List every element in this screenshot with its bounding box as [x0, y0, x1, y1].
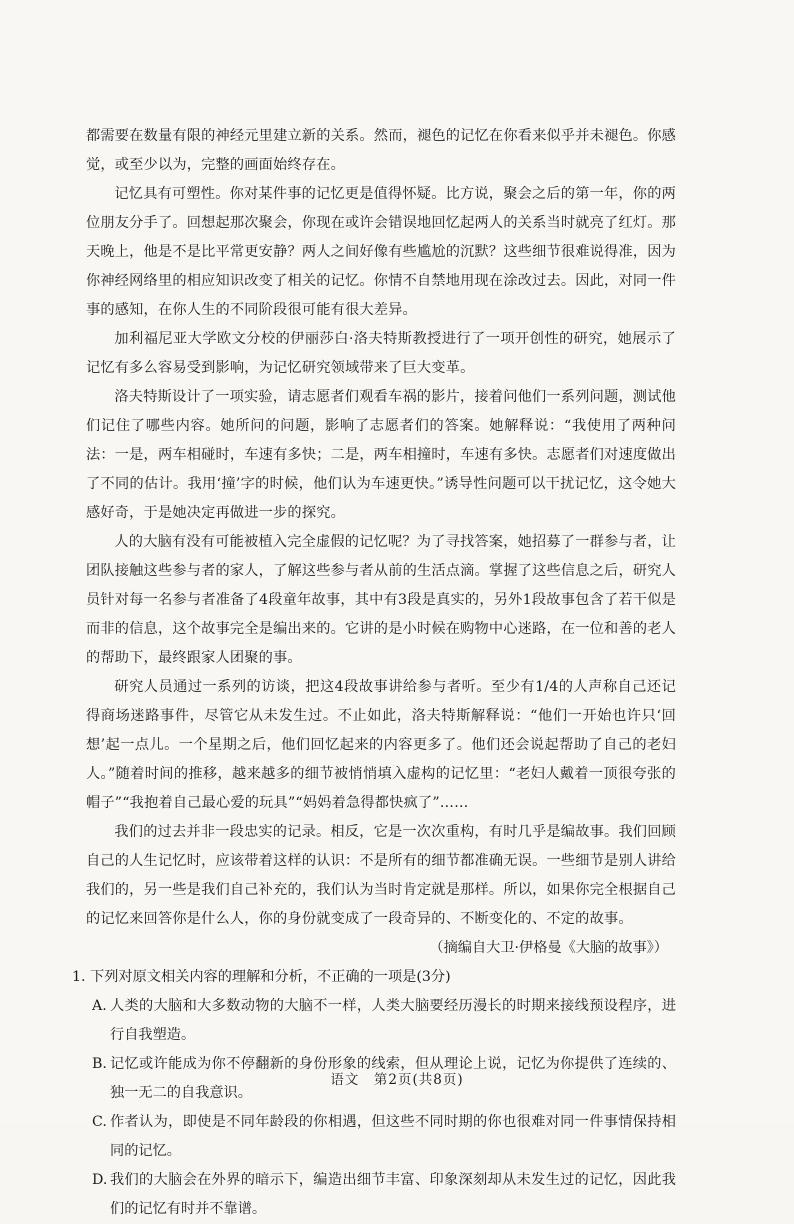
paragraph: 加利福尼亚大学欧文分校的伊丽莎白·洛夫特斯教授进行了一项开创性的研究，她展示了记忆有多么容易受到影响，为记忆研究领域带来了巨大变革。: [86, 331, 676, 376]
paragraph-continued: 都需要在数量有限的神经元里建立新的关系。然而，褪色的记忆在你看来似乎并未褪色。你感觉，或至少以为，完整的画面始终存在。: [86, 128, 676, 173]
source-citation: （摘编自大卫·伊格曼《大脑的故事》）: [429, 940, 668, 956]
paragraph: 洛夫特斯设计了一项实验，请志愿者们观看车祸的影片，接着问他们一系列问题，测试他们记住了哪些内容。她所问的问题，影响了志愿者们的答案。她解释说：“我使用了两种问法：一是，两车相碰时，车速有多快；二是，两车相撞时，车速有多快。志愿者们对速度做出了不同的估计。我用‘撞’字的时候，他们认为车速更快。”诱导性问题可以干扰记忆，这令她大感好奇，于是她决定再做进一步的探究。: [86, 389, 676, 521]
page-footer: 语文 第2页(共8页): [330, 1072, 464, 1088]
paragraph: 人的大脑有没有可能被植入完全虚假的记忆呢？为了寻找答案，她招募了一群参与者，让团队接触这些参与者的家人，了解这些参与者从前的生活点滴。掌握了这些信息之后，研究人员针对每一名参与者准备了4段童年故事，其中有3段是真实的，另外1段故事包含了若干似是而非的信息，这个故事完全是编出来的。它讲的是小时候在购物中心迷路，在一位和善的老人的帮助下，最终跟家人团聚的事。: [86, 534, 676, 666]
option-text: 记忆或许能成为你不停翻新的身份形象的线索，但从理论上说，记忆为你提供了连续的、独一无二的自我意识。: [110, 1056, 676, 1101]
option-a: [92, 992, 676, 1050]
option-letter: A.: [92, 998, 107, 1014]
paragraph: 记忆具有可塑性。你对某件事的记忆更是值得怀疑。比方说，聚会之后的第一年，你的两位朋友分手了。回想起那次聚会，你现在或许会错误地回忆起两人的关系当时就亮了红灯。那天晚上，他是不是比平常更安静？两人之间好像有些尴尬的沉默？这些细节很难说得准，因为你神经网络里的相应知识改变了相关的记忆。你情不自禁地用现在涂改过去。因此，对同一件事的感知，在你人生的不同阶段很可能有很大差异。: [86, 186, 676, 318]
option-letter: D.: [92, 1172, 108, 1188]
paragraph: 研究人员通过一系列的访谈，把这4段故事讲给参与者听。至少有1/4的人声称自己还记得商场迷路事件，尽管它从未发生过。不止如此，洛夫特斯解释说：“他们一开始也许只‘回想’起一点儿。一个星期之后，他们回忆起来的内容更多了。他们还会说起帮助了自己的老妇人。”随着时间的推移，越来越多的细节被悄悄填入虚构的记忆里：“老妇人戴着一顶很夸张的帽子”“我抱着自己最心爱的玩具”“妈妈着急得都快疯了”……: [86, 679, 676, 811]
question-stem: 1. 下列对原文相关内容的理解和分析，不正确的一项是(3分): [72, 969, 451, 985]
option-letter: B.: [92, 1056, 107, 1072]
option-text: 我们的大脑会在外界的暗示下，编造出细节丰富、印象深刻却从未发生过的记忆，因此我们的记忆有时并不靠谱。: [110, 1172, 676, 1217]
paragraph: 我们的过去并非一段忠实的记录。相反，它是一次次重构，有时几乎是编故事。我们回顾自己的人生记忆时，应该带着这样的认识：不是所有的细节都准确无误。一些细节是别人讲给我们的，另一些是我们自己补充的，我们认为当时肯定就是那样。所以，如果你完全根据自己的记忆来回答你是什么人，你的身份就变成了一段奇异的、不断变化的、不定的故事。: [86, 824, 676, 927]
page-content: [72, 122, 676, 1224]
option-letter: C.: [92, 1114, 107, 1130]
option-text: 作者认为，即使是不同年龄段的你相遇，但这些不同时期的你也很难对同一件事情保持相同的记忆。: [110, 1114, 676, 1159]
option-d: [92, 1166, 676, 1224]
option-text: 人类的大脑和大多数动物的大脑不一样，人类大脑要经历漫长的时期来接线预设程序，进行自我塑造。: [110, 998, 676, 1043]
option-c: [92, 1108, 676, 1166]
